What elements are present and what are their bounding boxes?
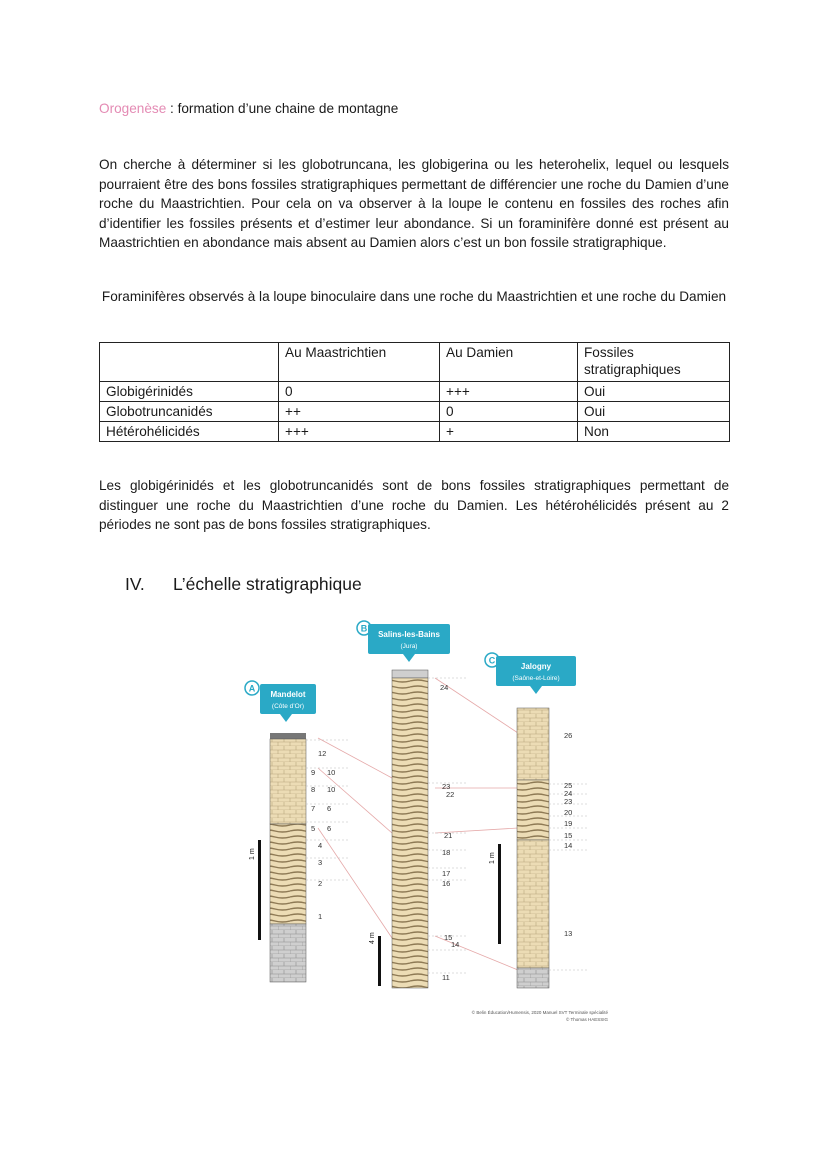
row-label: Globotruncanidés [100, 402, 279, 422]
layer-number: 12 [318, 749, 327, 758]
layer-number: 23 [564, 797, 573, 806]
layer-number: 6 [327, 824, 332, 833]
section-title: L’échelle stratigraphique [173, 574, 362, 594]
header-cell-maastrichtien: Au Maastrichtien [279, 343, 440, 382]
layer-number: 10 [327, 785, 336, 794]
limestone-layer [517, 708, 549, 780]
site-label-pointer [403, 654, 415, 662]
header-cell-fossiles: Fossiles stratigraphiques [578, 343, 730, 382]
intro-paragraph: On cherche à déterminer si les globotruncana, les globigerina ou les heterohelix, lequel ou lesquels pourraient être des bons fossiles stratigraphiques permettant de différencier une roche du Damien d’une roche du Maastrichtien. Pour cela on va observer à la loupe le contenu en fossiles des roches afin d’identifier les fossiles présents et d’estimer leur abondance. Si un foraminifère donné est présent au Maastrichtien en abondance mais absent au Damien alors c’est un bon fossile stratigraphique. [99, 157, 729, 250]
table-row [100, 422, 730, 442]
table-row [100, 382, 730, 402]
marl-limestone-series [392, 678, 428, 988]
figure-credit-author: © Thomas HAESSIG [566, 1017, 608, 1022]
correlation-line [318, 828, 392, 938]
column-mandelot [245, 681, 348, 982]
site-label-pointer [280, 714, 292, 722]
cell-fossile: Oui [578, 382, 730, 402]
table-row [100, 402, 730, 422]
layer-number: 23 [442, 782, 451, 791]
layer-number: 10 [327, 768, 336, 777]
layer-number: 11 [442, 973, 450, 982]
site-name: Mandelot [270, 690, 306, 699]
scale-label: 1 m [249, 848, 256, 860]
layer-number: 13 [564, 929, 573, 938]
definition-line [99, 99, 729, 119]
site-region: (Jura) [400, 643, 418, 650]
marl-layer [270, 824, 306, 924]
figure-credit: © Belin Éducation/Humensis, 2020 Manuel SVT Terminale spécialité [471, 1010, 608, 1015]
table-caption: Foraminifères observés à la loupe binoculaire dans une roche du Maastrichtien et une roche du Damien [101, 289, 727, 304]
layer-number: 25 [564, 781, 573, 790]
site-region: (Saône-et-Loire) [512, 675, 560, 682]
table-header-row [100, 343, 730, 382]
row-label: Globigérinidés [100, 382, 279, 402]
layer-number: 20 [564, 808, 573, 817]
cell-maastrichtien: 0 [279, 382, 440, 402]
layer-number: 21 [444, 831, 453, 840]
limestone-layer [517, 840, 549, 968]
layer-number: 9 [311, 768, 316, 777]
limestone-layer [270, 739, 306, 824]
site-name: Salins-les-Bains [378, 630, 440, 639]
layer-number: 5 [311, 824, 316, 833]
cell-damien: + [440, 422, 578, 442]
layer-number: 26 [564, 731, 573, 740]
scale-label: 4 m [369, 932, 376, 944]
section-heading [125, 573, 362, 595]
layer-number: 8 [311, 785, 316, 794]
column-cap [270, 733, 306, 739]
oolitic-layer [517, 780, 549, 840]
definition-text: : formation d’une chaine de montagne [166, 101, 399, 116]
cell-fossile: Non [578, 422, 730, 442]
cell-maastrichtien: ++ [279, 402, 440, 422]
layer-number: 19 [564, 819, 573, 828]
column-cap [392, 670, 428, 678]
site-letter: B [360, 623, 368, 634]
layer-number: 3 [318, 858, 323, 867]
layer-number: 22 [446, 790, 455, 799]
header-cell-empty [100, 343, 279, 382]
column-salins-les-bains [357, 621, 466, 988]
grey-limestone-layer [270, 924, 306, 982]
layer-number: 4 [318, 841, 323, 850]
grey-limestone-layer [517, 968, 549, 988]
row-label: Hétérohélicidés [100, 422, 279, 442]
site-label-pointer [530, 686, 542, 694]
layer-number: 6 [327, 804, 332, 813]
cell-damien: +++ [440, 382, 578, 402]
definition-term: Orogenèse [99, 101, 167, 116]
stratigraphic-columns-figure [230, 618, 620, 1028]
layer-number: 14 [451, 940, 460, 949]
section-number: IV. [125, 574, 145, 594]
scale-bar [258, 840, 261, 940]
conclusion-paragraph: Les globigérinidés et les globotruncanidés sont de bons fossiles stratigraphiques permettant de distinguer une roche du Maastrichtien d’une roche du Damien. Les hétérohélicidés présent au 2 périodes ne sont pas de bons fossiles stratigraphiques. [99, 478, 729, 532]
site-letter: A [248, 683, 256, 694]
layer-number: 14 [564, 841, 573, 850]
layer-number: 24 [440, 683, 449, 692]
layer-number: 18 [442, 848, 451, 857]
site-region: (Côte d’Or) [271, 703, 305, 710]
layer-number: 17 [442, 869, 451, 878]
foraminifera-table [99, 342, 730, 442]
column-jalogny [485, 653, 588, 988]
layer-number: 1 [318, 912, 323, 921]
scale-bar [498, 844, 501, 944]
layer-number: 24 [564, 789, 573, 798]
cell-damien: 0 [440, 402, 578, 422]
site-letter: C [488, 655, 496, 666]
layer-number: 15 [564, 831, 573, 840]
layer-number: 7 [311, 804, 316, 813]
cell-fossile: Oui [578, 402, 730, 422]
scale-label: 1 m [489, 852, 496, 864]
header-cell-damien: Au Damien [440, 343, 578, 382]
site-name: Jalogny [520, 662, 552, 671]
layer-number: 2 [318, 879, 323, 888]
scale-bar [378, 936, 381, 986]
layer-number: 16 [442, 879, 451, 888]
layer-number: 15 [444, 933, 453, 942]
cell-maastrichtien: +++ [279, 422, 440, 442]
